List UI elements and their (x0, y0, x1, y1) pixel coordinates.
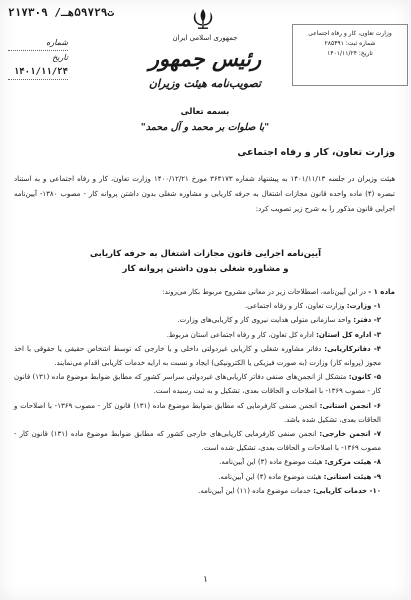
definition-term: ۱۰- خدمات کاریابی: (313, 486, 381, 495)
regulation-title-line-1: آیین‌نامه اجرایی قانون مجازات اشتغال به حرفه کاریابی (89, 249, 322, 259)
definition-item (14, 313, 395, 327)
definition-item (14, 455, 395, 469)
iran-emblem-icon (190, 8, 216, 30)
definition-text: خدمات موضوع ماده (۱۱) این آیین‌نامه. (198, 486, 311, 495)
definition-item (14, 328, 395, 342)
addressee: وزارت تعاون، کار و رفاه اجتماعی (237, 147, 395, 158)
article-1-lead: ماده ۱ - (368, 288, 395, 296)
definition-term: ۳- اداره کل استان: (316, 330, 381, 339)
article-1-lead-text: در این آیین‌نامه، اصطلاحات زیر در معانی مشروح مربوط بکار می‌روند: (162, 288, 367, 296)
definition-text: دفاتر مشاوره شغلی و کاریابی غیردولتی داخلی و یا خارجی که توسط اشخاص حقیقی یا حقوقی با اخذ مجوز (پروانه کار) وزارت (به صورت فیزیکی یا الکترونیکی) ایجاد و نسبت به ارایه خدمات کاریابی اقدام می‌نمایند. (14, 344, 381, 368)
stamp-date-line: تاریخ: ۱۴۰۱/۱۱/۲۴ (327, 50, 373, 57)
definition-term: ۹- هیئت استانی: (323, 472, 381, 481)
definition-term: ۴- دفاترکاریابی: (324, 344, 382, 353)
page-number: ۱ (203, 575, 208, 585)
definition-text: اداره کل تعاون، کار و رفاه اجتماعی استان مربوط. (166, 330, 314, 339)
republic-title: جمهوری اسلامی ایران (172, 34, 238, 42)
definition-text: انجمن صنفی کارفرمایی کاریابی‌های خارجی کشور که مطابق ضوابط موضوع ماده (۱۳۱) قانون کار - مصوب ۱۳۶۹- با اصلاحات و الحاقات بعدی، تشکیل شده است. (14, 430, 381, 453)
date-row (8, 51, 68, 80)
regulation-title (60, 247, 351, 277)
definition-term: ۸- هیئت مرکزی: (324, 458, 381, 467)
president-title: رئیس جمهور (148, 46, 262, 71)
basmala: بسمه تعالی (180, 107, 230, 117)
letter-meta (8, 36, 68, 80)
regulation-title-line-2: و مشاوره شغلی بدون داشتن پروانه کار (122, 264, 289, 274)
definition-item (14, 399, 395, 427)
article-1 (14, 285, 395, 498)
definition-text: وزارت تعاون، کار و رفاه اجتماعی. (244, 302, 345, 311)
definition-item (14, 427, 395, 455)
number-label: شماره (46, 38, 68, 47)
article-1-lead-paragraph (14, 285, 395, 299)
date-value: ۱۴۰۱/۱۱/۲۴ (13, 67, 68, 77)
definition-text: هیئت موضوع ماده (۴) این آیین‌نامه. (218, 472, 322, 481)
definition-term: ۶- انجمن استانی: (319, 401, 381, 410)
definition-item (14, 342, 395, 370)
definition-item (14, 370, 395, 398)
cabinet-title: تصویب‌نامه هیئت وزیران (148, 77, 262, 90)
definition-text: انجمن صنفی کارفرمایی که مطابق ضوابط موضوع ماده (۱۳۱) قانون کار - مصوب ۱۳۶۹- با اصلاحات و الحاقات بعدی، تشکیل شده باشد. (14, 401, 381, 424)
stamp-ministry-line: وزارت تعاون، کار و رفاه اجتماعی (308, 30, 392, 37)
intro-paragraph: هیئت وزیران در جلسه ۱۴۰۱/۱۱/۱۳ به پیشنهاد شماره ۳۶۴۱۷۳ مورخ ۱۴۰۰/۱۲/۲۱ وزارت تعاون، کار و رفاه اجتماعی و به استناد تبصره (۴) ماده واحده قانون مجازات اشتغال به حرفه کاریابی و مشاوره شغلی بدون داشتن پروانه کار - مصوب ۱۳۸۰- آیین‌نامه اجرایی قانون مذکور را به شرح زیر تصویب کرد: (14, 175, 396, 213)
definition-text: واحد سازمانی متولی هدایت نیروی کار و کاریابی‌های وزارت. (177, 316, 351, 325)
document-number: ۲۱۷۳۰۹ /ت۵۹۷۲۹هـ (8, 6, 114, 19)
definition-item (14, 470, 395, 484)
stamp-number-line: شماره ثبت: ۲۸۵۴۹۱ (324, 40, 376, 47)
salawat: "با صلوات بر محمد و آل محمد" (140, 122, 270, 133)
definition-item (14, 299, 395, 313)
definition-text: متشکل از انجمن‌های صنفی دفاتر کاریابی‌های غیردولتی سراسر کشور که مطابق ضوابط موضوع ماده (۱۳۱) قانون کار - مصوب ۱۳۶۹- با اصلاحات و الحاقات بعدی، تشکیل و به ثبت رسیده است. (14, 373, 381, 396)
definition-term: ۲- دفتر: (353, 316, 381, 325)
definition-term: ۵- کانون: (348, 373, 381, 382)
definition-term: ۷- انجمن خارجی: (319, 430, 381, 439)
ministry-registration-stamp (292, 24, 408, 86)
definition-item (14, 484, 395, 498)
date-label: تاریخ (52, 53, 68, 62)
definition-text: هیئت موضوع ماده (۳) این آیین‌نامه. (219, 458, 323, 467)
definition-term: ۱- وزارت: (346, 302, 381, 311)
number-row (8, 36, 68, 51)
